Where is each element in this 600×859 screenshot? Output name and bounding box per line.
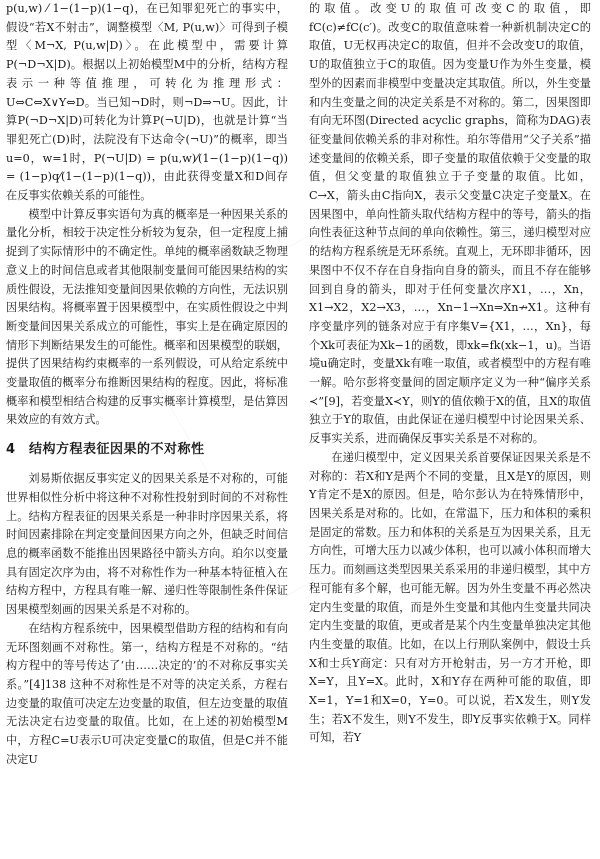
left-paragraph-1: 模型中计算反事实语句为真的概率是一种因果关系的量化分析，相较于决定性分析较为复杂，但一定程度上捕捉到了实际情形中的不确定性。单纯的概率函数缺乏物理意义上的时间信息或者其他限制变量间可能因果结构的实质性假设，无法推知变量间因果依赖的方向性，无法识别因果结构。将概率置于因果模型中，在实质性假设之中判断变量间因果关系成立的可能性，事实上是在确定原因的情形下判断结果发生的可能性。概率和因果模型的联姻，提供了因果结构约束概率的一系列假设，可从给定系统中变量取值的概率分布推断因果结构的程度。因此，将标准概率和模型相结合构建的反事实概率计算模型，是估算因果效应的有效方式。 xyxy=(6,207,288,427)
left-paragraph-0: p(u,w) ⁄ 1−(1−p)(1−q)，在已知罪犯死亡的事实中，假设“若X不射击”，调整模型〈M, P(u,w)〉可得到子模型〈M¬X, P(u,w|D)〉。在此模型中，需要计算P(¬D¬X|D)。根据以上初始模型M中的分析，结构方程表示一种等值推理，可转化为推理形式：U⇔C⇔X∨Y⇔D。当已知¬D时，则¬D⇒¬U。因此，计算P(¬D¬X|D)可转化为计算P(¬U|D)，也就是计算“当罪犯死亡(D)时，法院没有下达命令(¬U)”的概率，即当u=0，w=1时，P(¬U|D) = p(u,w)⁄(1−(1−p)(1−q)) = (1−p)q⁄(1−(1−p)(1−q))，由此获得变量X和D间存在反事实依赖关系的可能性。 xyxy=(6,2,288,203)
right-column xyxy=(309,0,591,748)
right-paragraph-1: 在递归模型中，定义因果关系首要保证因果关系是不对称的：若X和Y是两个不同的变量，且X是Y的原因，则Y肯定不是X的原因。但是，哈尔彭认为在特殊情形中，因果关系是对称的。比如，在常温下，压力和体积的乘积是固定的常数。压力和体积的关系是互为因果关系，且无方向性，可增大压力以减少体积，也可以减小体积而增大压力。而刻画这类型因果关系采用的非递归模型，其中方程可能有多个解，也可能无解。因为外生变量不再必然决定内生变量的取值，而是外生变量和其他内生变量共同决定内生变量的取值，更或者是某个内生变量单独决定其他内生变量的取值。比如，在以上行刑队案例中，假设士兵X和士兵Y商定：只有对方开枪射击，另一方才开枪，即X=Y，且Y=X。此时，X和Y存在两种可能的取值，即X=1，Y=1和X=0，Y=0。可以说，若X发生，则Y发生；若X不发生，则Y不发生，即Y反事实依赖于X。同样可知，若Y xyxy=(309,450,591,745)
section-title: 结构方程表征因果的不对称性 xyxy=(29,442,205,458)
section-number: 4 xyxy=(6,442,16,458)
left-paragraph-2: 刘易斯依据反事实定义的因果关系是不对称的，可能世界相似性分析中将这种不对称性投射到时间的不对称性上。结构方程表征的因果关系是一种非时序因果关系，将时间因素排除在判定变量间因果方向之外，但缺乏时间信息的概率函数不能推出因果路径中箭头方向。珀尔以变量具有固定次序为由，将不对称性作为一种基本特征植入在结构方程中，方程具有唯一解、递归性等限制性条件保证因果模型刻画的因果关系是不对称的。 xyxy=(6,472,288,617)
section-heading xyxy=(6,440,288,460)
right-paragraph-0: 的取值。改变U的取值可改变C的取值，即fC(c)≠fC(c′)。改变C的取值意味着一种新机制决定C的取值，U无权再决定C的取值，但并不会改变U的取值，U的取值独立于C的取值。因为变量U作为外生变量，模型外的因素而非模型中变量决定其取值。所以，外生变量和内生变量之间的决定关系是不对称的。第二，因果图即有向无环图(Directed acyclic graphs，简称为DAG)表征变量间依赖关系的非对称性。珀尔等借用“父子关系”描述变量间的依赖关系，即子变量的取值依赖于父变量的取值，但父变量的取值独立于子变量的取值。比如，C→X，箭头由C指向X，表示父变量C决定子变量X。在因果图中，单向性箭头取代结构方程中的等号，箭头的指向性表征这种节点间的单向依赖性。第三，递归模型对应的结构方程系统是无环系统。直观上，无环即非循环，因果图中不仅不存在自身指向自身的箭头，而且不存在能够回到自身的箭头，即对于任何变量次序X1，…，Xn，X1→X2，X2→X3，…，Xn−1→Xn⇒Xn↛X1。这种有序变量序列的链条对应于有序集V={X1，…，Xn}，每个Xk可表征为Xk−1的函数，即xk=fk(xk−1，u)。当语境u确定时，变量Xk有唯一取值，或者模型中的方程有唯一解。哈尔彭将变量间的固定顺序定义为一种“偏序关系≺”[9]，若变量X≺Y，则Y的值依赖于X的值，且X的取值独立于Y的取值，由此保证在递归模型中讨论因果关系、反事实关系，进而确保反事实关系是不对称的。 xyxy=(309,2,591,446)
left-column xyxy=(6,0,288,769)
left-paragraph-3: 在结构方程系统中，因果模型借助方程的结构和有向无环图刻画不对称性。第一，结构方程是不对称的。“结构方程中的等号传达了‘由……决定的’的不对称反事实关系。”[4]138 这种不对称性是不对等的决定关系，方程右边变量的取值可决定左边变量的取值，但左边变量的取值无法决定右边变量的取值。比如，在上述的初始模型M中，方程C=U表示U可决定变量C的取值，但是C并不能决定U xyxy=(6,621,288,766)
